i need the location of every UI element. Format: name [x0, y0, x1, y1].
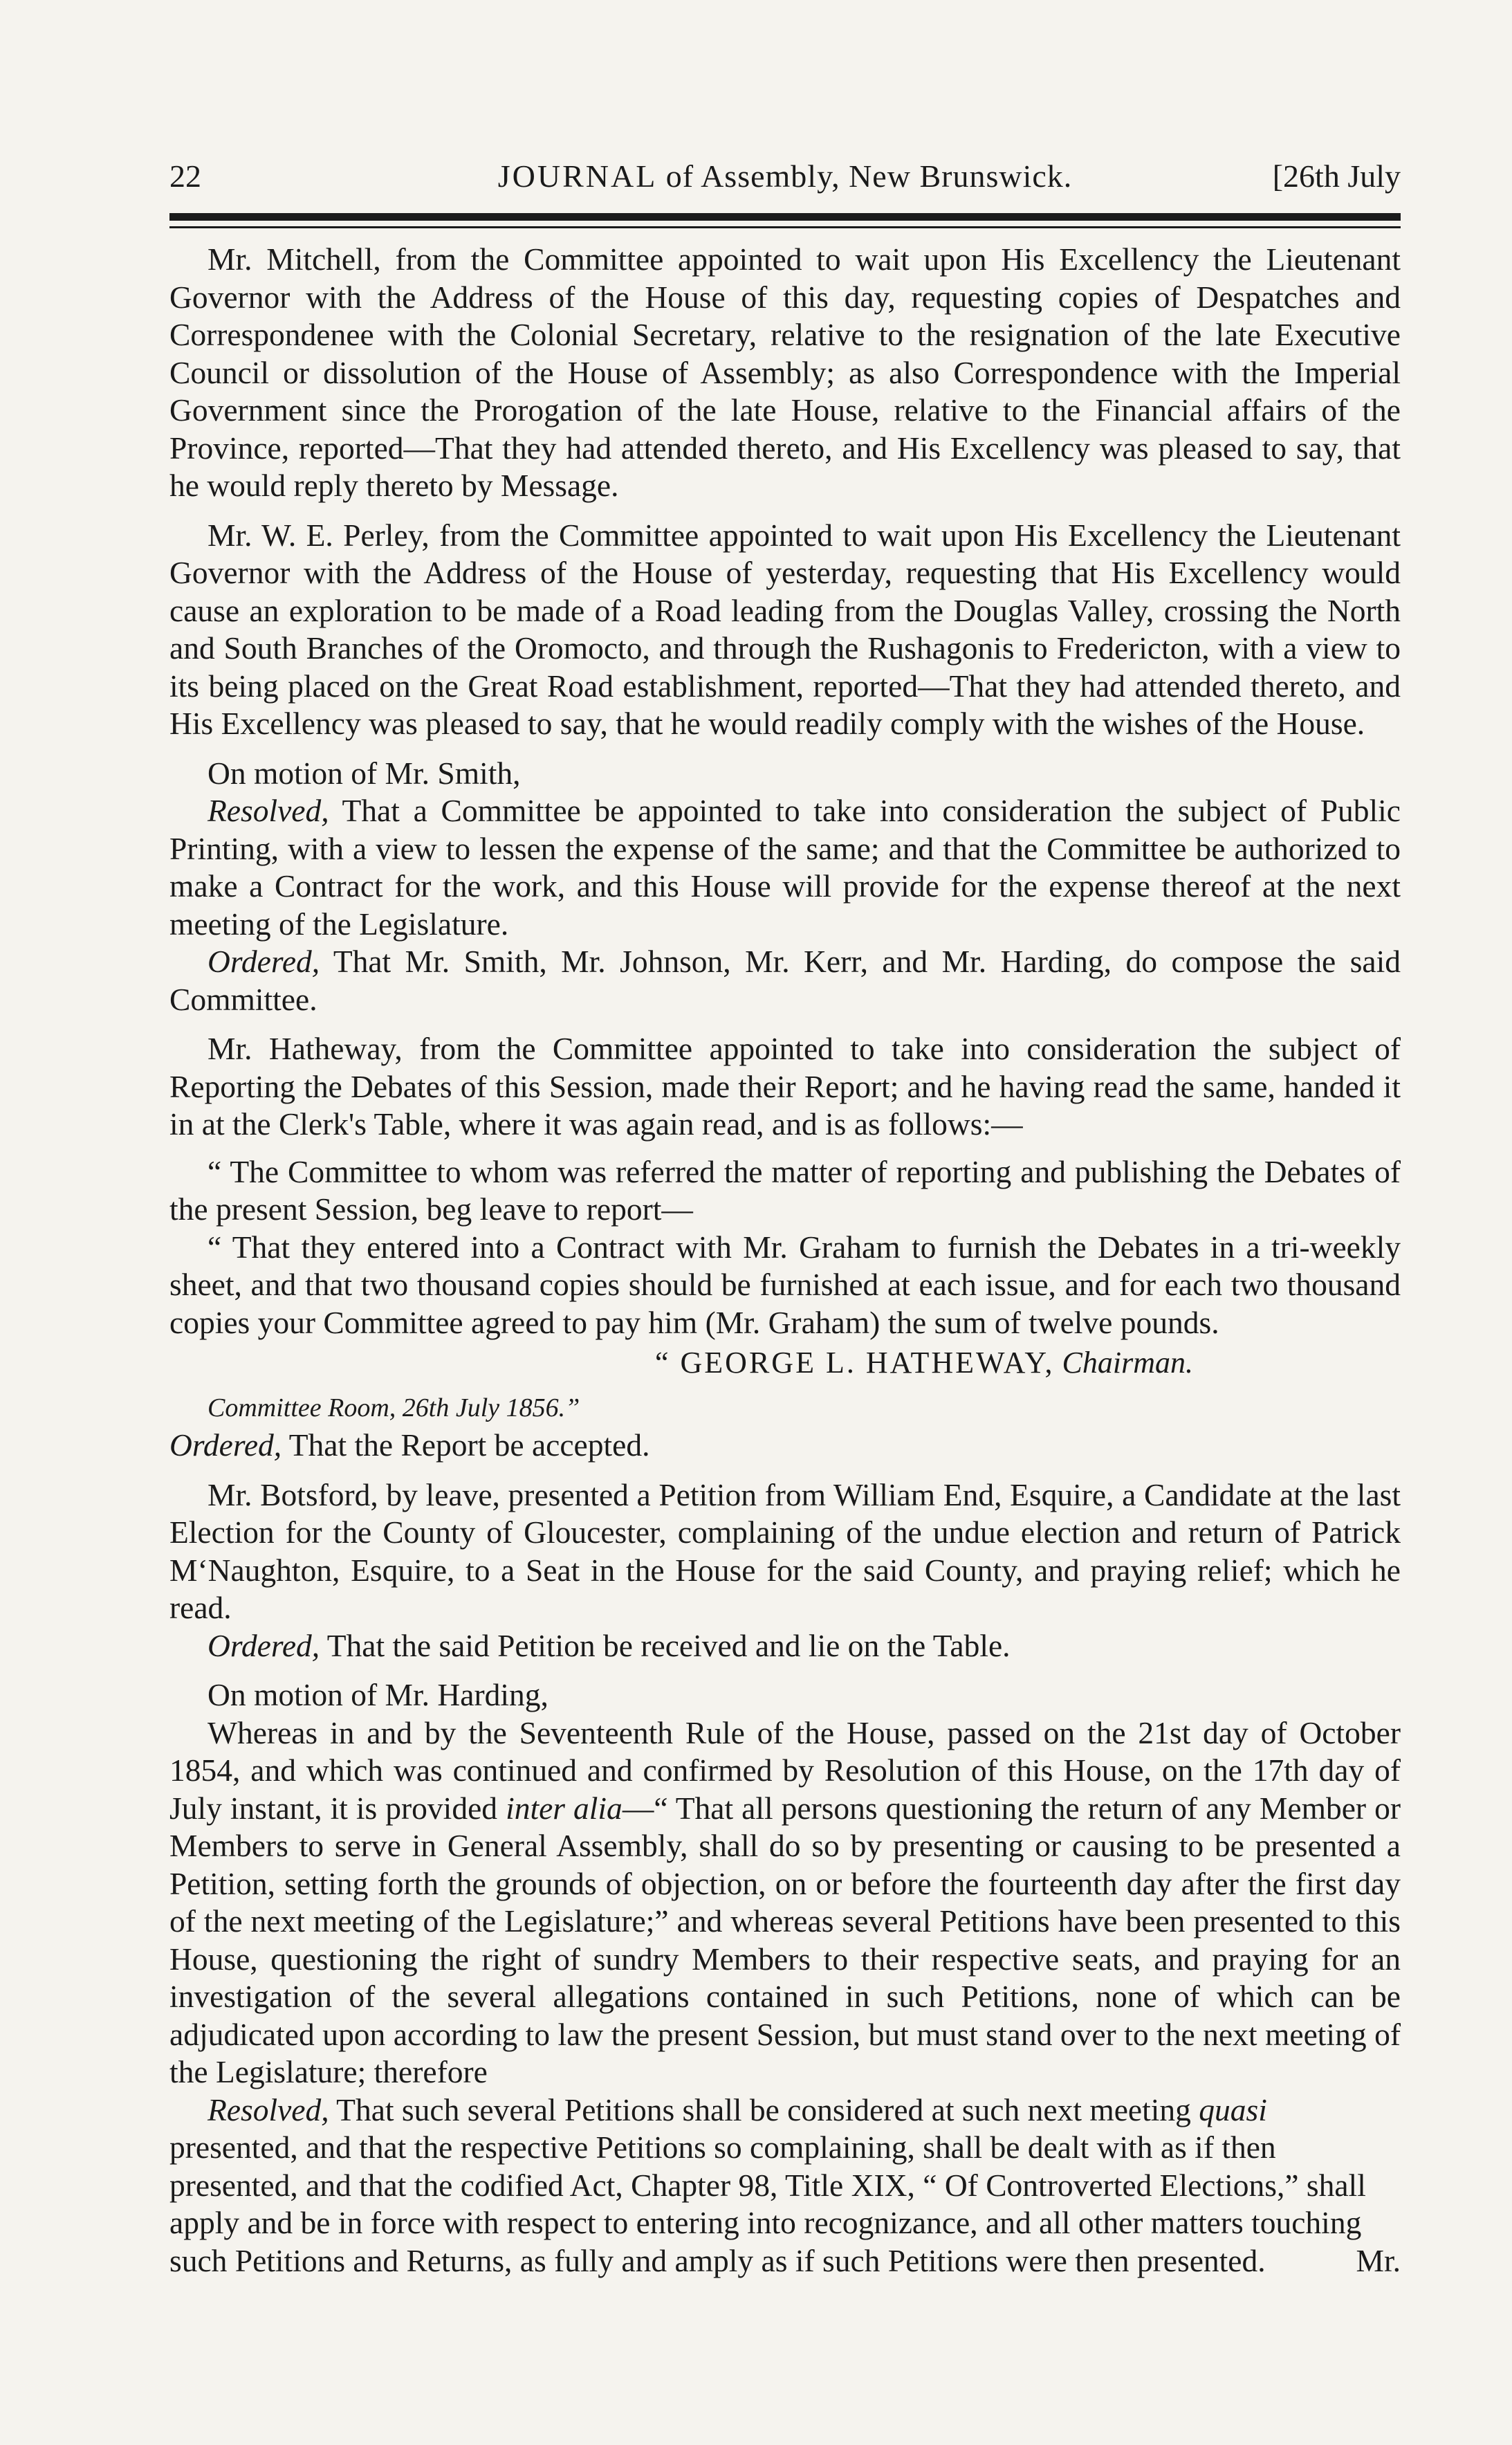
- resolved-label: Resolved,: [208, 2091, 329, 2127]
- resolved-petitions-text-b: presented, and that the respective Petitions so complaining, shall be dealt with as if then presented, and that the codified Act, Chapter 98, Title XIX, “ Of Controverted Elections,” shall apply and be in force with respect to entering into recognizance, and all other matters touching such Petitions and Returns, as fully and amply as if such Petitions were then presented.: [169, 2130, 1366, 2278]
- page-number: 22: [169, 158, 201, 194]
- paragraph-botsford-petition: Mr. Botsford, by leave, presented a Petition from William End, Esquire, a Candidate at the last Election for the County of Gloucester, complaining of the undue election and return of Patrick M‘Naughton, Esquire, to a Seat in the House for the said County, and praying relief; which he read.: [169, 1476, 1401, 1625]
- catchword: Mr.: [1356, 2242, 1401, 2278]
- header-date: [26th July: [1272, 158, 1401, 194]
- ordered-accepted-text: That the Report be accepted.: [282, 1427, 650, 1463]
- page-header: [169, 158, 1401, 206]
- resolved-printing-text: That a Committee be appointed to take into consideration the subject of Public Printing, with a view to lessen the expense of the same; and that the Committee be authorized to make a Contract for the work, and this House will provide for the expense thereof at the next meeting of the Legislature.: [169, 793, 1401, 942]
- paragraph-resolved-printing: [169, 792, 1401, 943]
- whereas-text-a: Whereas in and by the Seventeenth Rule of the House, passed on the 21st day of October 1854, and which was continued and confirmed by Resolution of this House, on the 17th day of July instant, it is provided: [169, 1714, 1401, 1826]
- header-rule-thick: [169, 213, 1401, 221]
- paragraph-ordered-petition: [169, 1627, 1401, 1665]
- signature-line: [169, 1344, 1401, 1382]
- ordered-committee-text: That Mr. Smith, Mr. Johnson, Mr. Kerr, and Mr. Harding, do compose the said Committee.: [169, 944, 1401, 1017]
- paragraph-quote-contract: “ That they entered into a Contract with Mr. Graham to furnish the Debates in a tri-weekly sheet, and that two thousand copies should be furnished at each issue, and for each two thousand copies your Committee agreed to pay him (Mr. Graham) the sum of twelve pounds.: [169, 1229, 1401, 1340]
- ordered-label: Ordered,: [208, 1627, 320, 1663]
- paragraph-whereas: [169, 1714, 1401, 2091]
- paragraph-mitchell-report: Mr. Mitchell, from the Committee appointed to wait upon His Excellency the Lieutenant Governor with the Address of the House of this day, requesting copies of Despatches and Correspondenee with the Colonial Secretary, relative to the resignation of the late Executive Council or dissolution of the House of Assembly; as also Correspondence with the Imperial Government since the Prorogation of the late House, relative to the Financial affairs of the Province, reported—That they had attended thereto, and His Excellency was pleased to say, that he would reply thereto by Message.: [169, 241, 1401, 503]
- header-rule-thin: [169, 226, 1401, 228]
- paragraph-quote-committee: “ The Committee to whom was referred the matter of reporting and publishing the Debates of the present Session, beg leave to report—: [169, 1153, 1401, 1227]
- resolved-label: Resolved,: [208, 793, 329, 828]
- paragraph-ordered-accepted: [169, 1427, 1401, 1465]
- running-head-title: of Assembly, New Brunswick.: [665, 158, 1073, 194]
- signature-title: Chairman.: [1062, 1346, 1193, 1380]
- running-head: [169, 158, 1401, 194]
- paragraph-hatheway-report: Mr. Hatheway, from the Committee appointed to take into consideration the subject of Reporting the Debates of this Session, made their Report; and he having read the same, handed it in at the Clerk's Table, where it was again read, and is as follows:—: [169, 1031, 1401, 1142]
- paragraph-motion-harding: On motion of Mr. Harding,: [208, 1677, 548, 1712]
- ordered-petition-text: That the said Petition be received and lie on the Table.: [320, 1627, 1011, 1663]
- resolved-petitions-text-a: That such several Petitions shall be considered at such next meeting: [329, 2091, 1199, 2127]
- ordered-label: Ordered,: [169, 1427, 282, 1463]
- paragraph-motion-smith: On motion of Mr. Smith,: [208, 755, 521, 791]
- paragraph-ordered-committee: [169, 943, 1401, 1018]
- signature-name: “ GEORGE L. HATHEWAY,: [654, 1346, 1055, 1380]
- ordered-label: Ordered,: [208, 944, 320, 979]
- paragraph-perley-report: Mr. W. E. Perley, from the Committee appointed to wait upon His Excellency the Lieutenant Governor with the Address of the House of yesterday, requesting that His Excellency would cause an exploration to be made of a Road leading from the Douglas Valley, crossing the North and South Branches of the Oromocto, and through the Rushagonis to Fredericton, with a view to its being placed on the Great Road establishment, reported—That they had attended thereto, and His Excellency was pleased to say, that he would readily comply with the wishes of the House.: [169, 517, 1401, 741]
- running-head-journal: JOURNAL: [497, 158, 658, 194]
- page-body: [169, 241, 1401, 2280]
- paragraph-resolved-petitions: [169, 2091, 1401, 2280]
- whereas-text-b: —“ That all persons questioning the return of any Member or Members to serve in General Assembly, shall do so by presenting or causing to be presented a Petition, setting forth the grounds of objection, on or before the fourteenth day after the first day of the next meeting of the Legislature;” and whereas several Petitions have been presented to this House, questioning the right of sundry Members to their respective seats, and praying for an investigation of the several allegations contained in such Petitions, none of which can be adjudicated upon according to law the present Session, but must stand over to the next meeting of the Legislature; therefore: [169, 1790, 1401, 2089]
- inter-alia: inter alia: [506, 1790, 623, 1826]
- quasi: quasi: [1199, 2091, 1267, 2127]
- committee-dateline: Committee Room, 26th July 1856.”: [208, 1393, 580, 1422]
